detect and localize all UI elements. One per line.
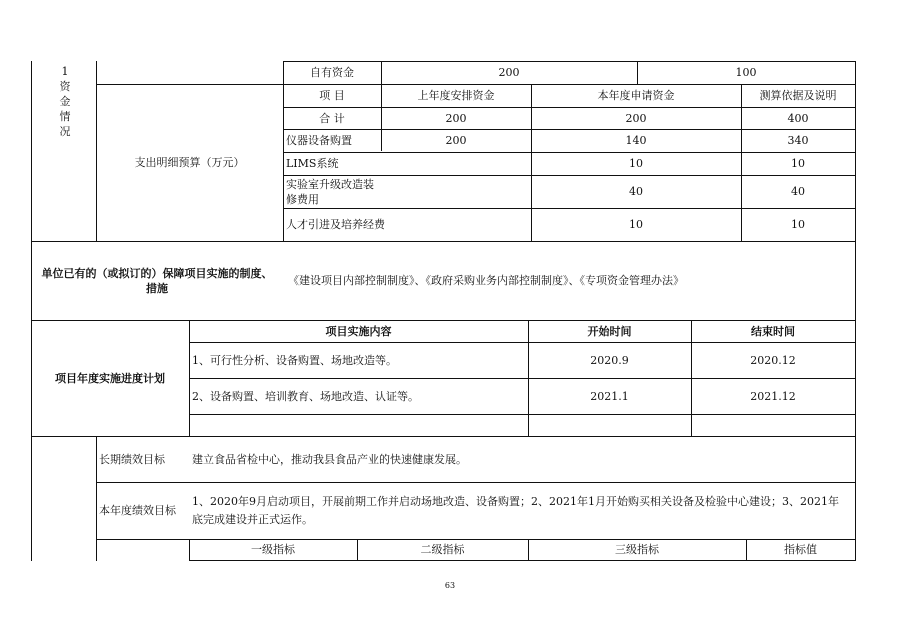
funding-row-prev: 200 [445,134,467,147]
funding-row-current: 10 [629,157,643,170]
funding-row-prev [381,175,531,208]
funding-header-prev: 上年度安排资金 [417,89,495,102]
annual-goal-label: 本年度绩效目标 [99,503,176,517]
indicator-header-level3: 三级指标 [615,543,659,556]
table-line [189,560,855,561]
funding-row-current: 10 [629,218,643,231]
table-line [189,414,855,415]
schedule-row-content: 2、设备购置、培训教育、场地改造、认证等。 [192,389,419,403]
indicator-header-level2: 二级指标 [420,543,465,556]
page-number: 63 [444,581,456,590]
long-term-goal-content: 建立食品省检中心，推动我县食品产业的快速健康发展。 [192,452,467,466]
guarantee-content: 《建设项目内部控制制度》、《政府采购业务内部控制制度》、《专项资金管理办法》 [288,274,684,287]
funding-row-item: 实验室升级改造装修费用 [286,177,374,206]
funding-row-item: 仪器设备购置 [286,134,352,147]
funding-row-prev [381,208,531,241]
funding-row-current: 40 [629,185,643,198]
expense-detail-label: 支出明细预算（万元） [134,156,245,169]
funding-row-basis: 10 [791,218,805,231]
funding-row-item: 人才引进及培养经费 [286,218,385,231]
funding-row-item: 合 计 [319,111,345,125]
funding-header-current: 本年度申请资金 [597,89,675,102]
schedule-row-end: 2020.12 [750,353,796,367]
guarantee-label: 单位已有的（或拟订的）保障项目实施的制度、措施 [41,266,273,295]
funding-header-item: 项 目 [319,89,345,102]
funding-row-basis: 10 [791,157,805,170]
funding-row-basis: 340 [787,134,809,147]
funding-row-current: 140 [625,134,647,147]
funding-row-item: LIMS系统 [286,157,339,170]
schedule-label: 项目年度实施进度计划 [55,371,165,385]
indicator-header-level1: 一级指标 [251,543,295,556]
long-term-goal-label: 长期绩效目标 [99,452,165,466]
schedule-row-start: 2021.1 [590,389,629,403]
self-owned-prev-value: 200 [498,66,520,79]
schedule-row-content: 1、可行性分析、设备购置、场地改造等。 [192,353,397,367]
funding-row-current: 200 [625,111,647,125]
funding-row-basis: 40 [791,185,805,198]
self-owned-label: 自有资金 [310,66,354,79]
indicator-header-value: 指标值 [784,543,817,556]
funding-header-basis: 测算依据及说明 [759,89,837,102]
schedule-header-content: 项目实施内容 [325,324,392,338]
funding-row-prev [381,152,531,175]
table-line [855,61,856,561]
funding-row-prev: 200 [445,111,467,125]
annual-goal-content: 1、2020年9月启动项目，开展前期工作并启动场地改造、设备购置；2、2021年1月开始购买相关设备及检验中心建设；3、2021年底完成建设并正式运作。 [192,494,839,526]
funding-row-basis: 400 [787,111,809,125]
funding-section-label: 1 资 金 情 况 [59,65,71,138]
self-owned-current-value: 100 [735,66,757,79]
schedule-row-end: 2021.12 [750,389,796,403]
schedule-header-start: 开始时间 [587,324,632,338]
schedule-row-start: 2020.9 [590,353,629,367]
schedule-header-end: 结束时间 [751,324,795,338]
